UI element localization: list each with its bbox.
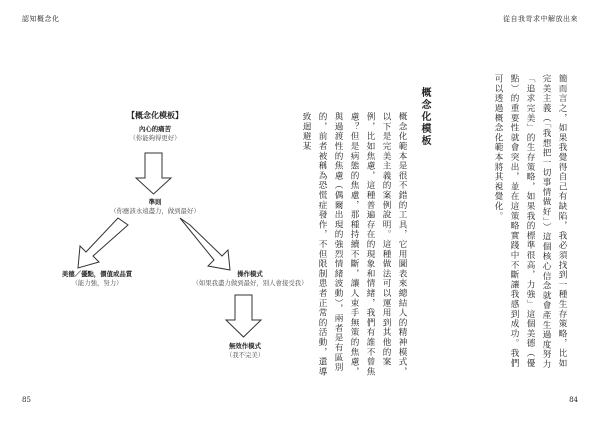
node-rule-sub: （你應該永遠盡力，做到最好） [110, 207, 200, 215]
running-header-left: 認知概念化 [22, 15, 60, 23]
arrow-down-left [78, 218, 128, 268]
node-virtue [42, 270, 152, 288]
node-inner-pain-title: 內心的痛苦 [139, 125, 171, 133]
page-number-right: 84 [569, 396, 578, 404]
body-paragraph-1: 簡而言之，如果我覺得自己有缺陷，我必須找到一種生存策略，比如完美主義（「我想把一切事情做好」）這個核心信念就會產生過度努力「追求完美」的生存策略，如果我的標準很高，力強」這個美德（優點）的重要性就會突出，並在這策略實踐中不斷讓我感到成功。我們可以透過概念化範本將其視覺化。 [493, 74, 567, 370]
node-virtue-sub: （能力強，努力） [71, 279, 123, 287]
node-inner-pain [105, 125, 205, 143]
node-rule-title: 準則 [148, 198, 162, 206]
running-header-right: 從自我苛求中解放出來 [503, 15, 578, 23]
node-ineffective-mode [195, 342, 295, 360]
node-ineffective-mode-title: 無效作模式 [229, 342, 261, 350]
arrow-down-2 [226, 295, 261, 337]
node-virtue-title: 美德／優點，價值或品質 [61, 270, 133, 278]
node-ineffective-mode-sub: （我不完美） [225, 351, 265, 359]
node-operating-mode-sub: （如果我盡力做到最好，別人會接受我） [192, 279, 308, 287]
page-number-left: 85 [22, 396, 31, 404]
arrow-down-right [180, 218, 230, 270]
arrow-down-1 [136, 153, 171, 194]
node-operating-mode-title: 操作模式 [237, 270, 263, 278]
node-operating-mode [180, 270, 320, 288]
node-inner-pain-sub: （你能夠得更好） [129, 134, 181, 142]
section-heading: 概念化模板 [419, 87, 430, 147]
node-rule [95, 198, 215, 216]
template-title: 【概念化模板】 [127, 111, 183, 120]
body-paragraph-2: 概念化範本是很不錯的工具，它用圖表來總結人的精神模式，以下是完美主義的案例說明。這種做法可以運用到其他的案例，比如焦慮，這種普遍存在的現象和情緒，我們有誰不曾焦慮？但是病態的焦慮，那種持續不斷，讓人束手無策的焦慮，與過渡性的焦慮（偶爾出現的強烈情緒波動），兩者是有區別的，前者被稱為恐慌症發作，不但限制患者正常的活動，還導致迴避某 [301, 112, 407, 377]
